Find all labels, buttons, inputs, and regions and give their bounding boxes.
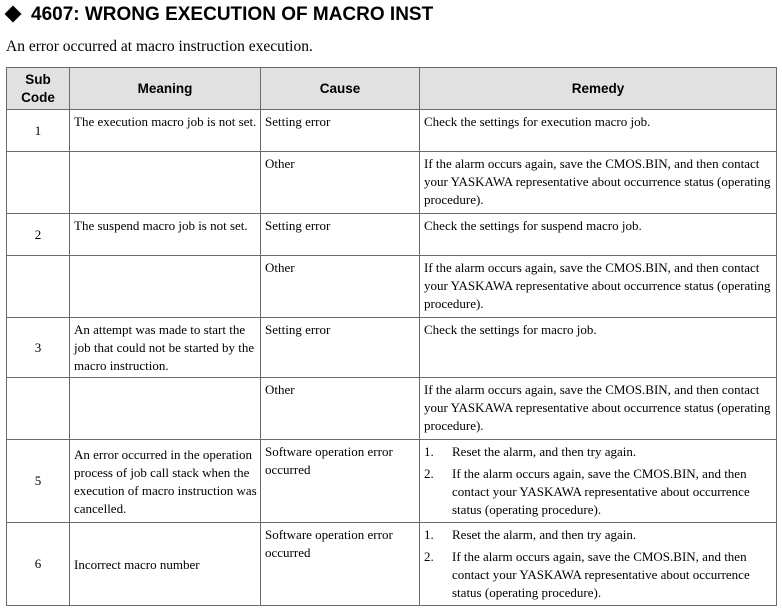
remedy-step: 2. If the alarm occurs again, save the CMOS.BIN, and then contact your YASKAWA representative about occurrence status (operating procedure). (424, 466, 750, 517)
remedy-cell (420, 523, 777, 606)
sub-code-cell (7, 378, 70, 440)
table-row (7, 110, 777, 152)
header-cause: Cause (261, 68, 420, 110)
sub-code-cell: 6 (7, 523, 70, 606)
sub-code-cell (7, 256, 70, 318)
remedy-step: 1. Reset the alarm, and then try again. (424, 444, 637, 459)
meaning-cell: The suspend macro job is not set. (70, 214, 261, 256)
table-row (7, 152, 777, 214)
table-row (7, 256, 777, 318)
cause-cell: Other (261, 256, 420, 318)
remedy-steps (424, 443, 773, 519)
sub-code-cell: 3 (7, 318, 70, 378)
meaning-cell: Incorrect macro number (70, 523, 261, 606)
table-header-row (7, 68, 777, 110)
cause-cell: Setting error (261, 110, 420, 152)
remedy-step: 1. Reset the alarm, and then try again. (424, 527, 637, 542)
table-row (7, 214, 777, 256)
meaning-cell: The execution macro job is not set. (70, 110, 261, 152)
alarm-table (6, 67, 777, 606)
meaning-cell: An attempt was made to start the job that could not be started by the macro instruction. (70, 318, 261, 378)
remedy-cell: If the alarm occurs again, save the CMOS.BIN, and then contact your YASKAWA representative about occurrence status (operating procedure). (420, 152, 777, 214)
cause-cell: Software operation error occurred (261, 523, 420, 606)
remedy-cell: Check the settings for execution macro job. (420, 110, 777, 152)
alarm-description: An error occurred at macro instruction execution. (6, 38, 313, 55)
header-sub-code: Sub Code (7, 68, 70, 110)
remedy-step: 2. If the alarm occurs again, save the CMOS.BIN, and then contact your YASKAWA representative about occurrence status (operating procedure). (424, 549, 750, 600)
remedy-cell (420, 440, 777, 523)
sub-code-cell: 1 (7, 110, 70, 152)
table-row (7, 318, 777, 378)
meaning-cell (70, 378, 261, 440)
remedy-steps (424, 526, 773, 602)
alarm-title-text: 4607: WRONG EXECUTION OF MACRO INST (31, 4, 434, 25)
sub-code-cell: 5 (7, 440, 70, 523)
table-row (7, 378, 777, 440)
remedy-cell: Check the settings for macro job. (420, 318, 777, 378)
cause-cell: Other (261, 378, 420, 440)
diamond-bullet-icon (5, 5, 22, 22)
remedy-cell: Check the settings for suspend macro job. (420, 214, 777, 256)
table-row (7, 523, 777, 606)
table-row (7, 440, 777, 523)
cause-cell: Setting error (261, 318, 420, 378)
meaning-cell (70, 256, 261, 318)
cause-cell: Software operation error occurred (261, 440, 420, 523)
cause-cell: Other (261, 152, 420, 214)
remedy-cell: If the alarm occurs again, save the CMOS.BIN, and then contact your YASKAWA representative about occurrence status (operating procedure). (420, 256, 777, 318)
header-meaning: Meaning (70, 68, 261, 110)
header-remedy: Remedy (420, 68, 777, 110)
cause-cell: Setting error (261, 214, 420, 256)
sub-code-cell (7, 152, 70, 214)
meaning-cell (70, 152, 261, 214)
meaning-cell: An error occurred in the operation process of job call stack when the execution of macro instruction was cancelled. (70, 440, 261, 523)
alarm-title (4, 2, 433, 28)
remedy-cell: If the alarm occurs again, save the CMOS.BIN, and then contact your YASKAWA representative about occurrence status (operating procedure). (420, 378, 777, 440)
sub-code-cell: 2 (7, 214, 70, 256)
